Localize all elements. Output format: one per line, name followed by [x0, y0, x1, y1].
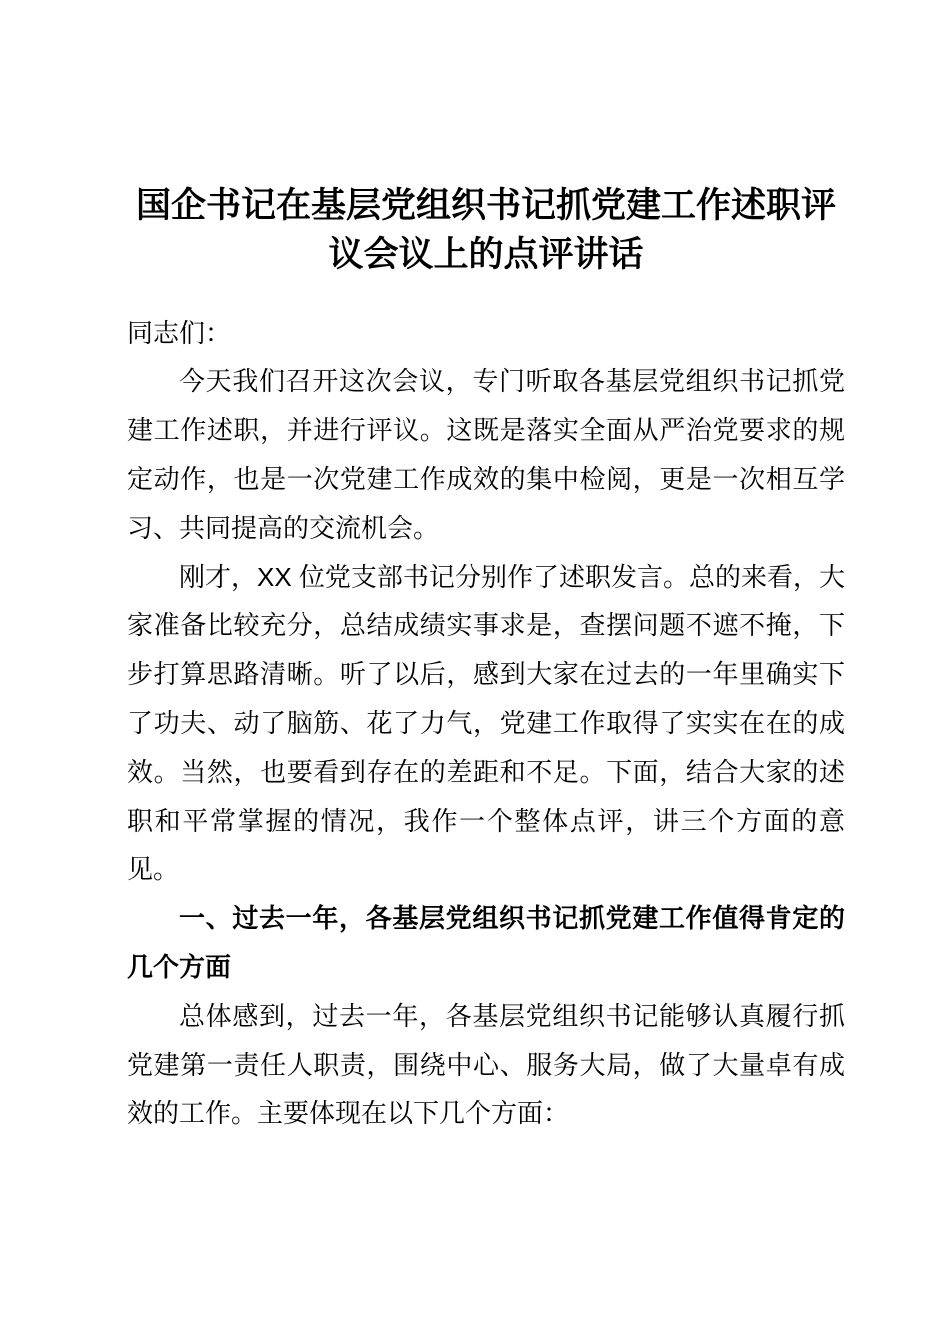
- salutation-line: 同志们：: [127, 317, 232, 348]
- document-body: [127, 309, 845, 1139]
- paragraph-section-one-intro: 总体感到，过去一年，各基层党组织书记能够认真履行抓党建第一责任人职责，围绕中心、服务大局，做了大量卓有成效的工作。主要体现在以下几个方面：: [127, 1000, 845, 1129]
- section-heading-one: 一、过去一年，各基层党组织书记抓党建工作值得肯定的几个方面: [127, 903, 845, 982]
- document-title: 国企书记在基层党组织书记抓党建工作述职评议会议上的点评讲话: [135, 186, 836, 274]
- paragraph-opening: 今天我们召开这次会议，专门听取各基层党组织书记抓党建工作述职，并进行评议。这既是落实全面从严治党要求的规定动作，也是一次党建工作成效的集中检阅，更是一次相互学习、共同提高的交流机会。: [127, 366, 845, 543]
- paragraph-overall-comment: 刚才，XX 位党支部书记分别作了述职发言。总的来看，大家准备比较充分，总结成绩实事求是，查摆问题不遮不掩，下步打算思路清晰。听了以后，感到大家在过去的一年里确实下了功夫、动了脑筋、花了力气，党建工作取得了实实在在的成效。当然，也要看到存在的差距和不足。下面，结合大家的述职和平常掌握的情况，我作一个整体点评，讲三个方面的意见。: [127, 561, 845, 885]
- document-content: [127, 182, 845, 1138]
